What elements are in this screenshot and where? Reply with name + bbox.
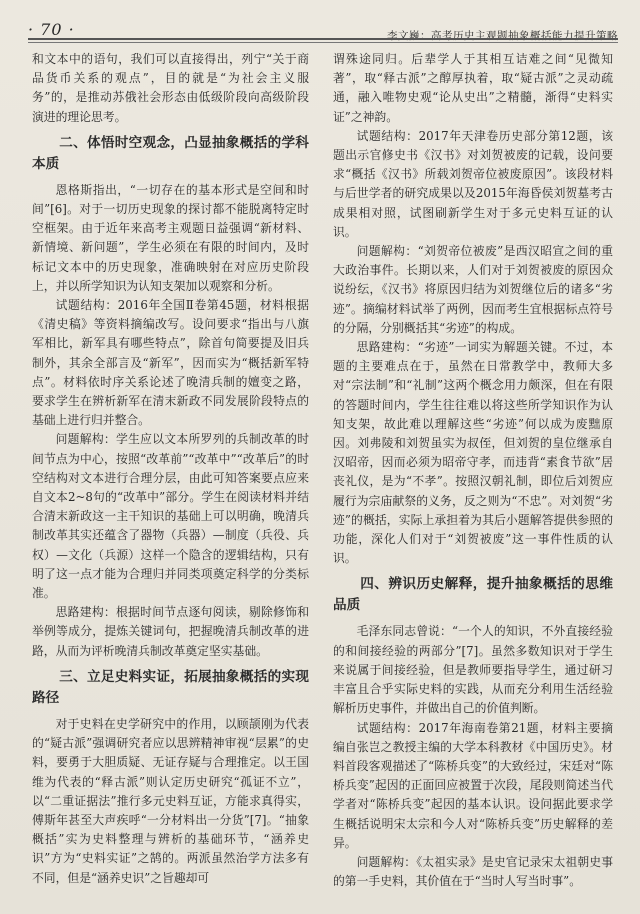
- paragraph: 问题解构：《太祖实录》是史官记录宋太祖朝史事的第一手史料，其价值在于“当时人写当时事”。: [333, 854, 613, 889]
- paragraph: 问题解构：学生应以文本所罗列的兵制改革的时间节点为中心，按照“改革前”“改革中”“改革后”的时空结构对文本进行合理分层，由此可知答案要点应来自文本2~8句的“改革中”部分。学生在阅读材料并结合清末新政这一主干知识的基础上可以明确，晚清兵制改革其实还蕴含了器物（兵器）—制度（兵役、兵权）—文化（兵源）这样一个隐含的逻辑结构，只有明了这一点才能为合理归并同类项奠定科学的分类标准。: [32, 432, 309, 601]
- paragraph: 对于史料在史学研究中的作用，以顾颉刚为代表的“疑古派”强调研究者应以思辨精神审视“层累”的史料，要勇于大胆质疑、无证存疑与合理推定。以王国维为代表的“释古派”则认定历史研究“孤证不立”，以“二重证据法”推行多元史料互证，方能求真得实，傅斯年甚至大声疾呼“一分材料出一分货”[7]。“抽象概括”实为史料整理与辨析的基础环节，“涵养史识”方为“史料实证”之鹄的。两派虽然治学方法多有不同，但是“涵养史识”之旨趣却可: [32, 716, 309, 885]
- section-heading: 三、立足史料实证，拓展抽象概括的实现路径: [32, 668, 309, 706]
- paragraph: 试题结构：2017年天津卷历史部分第12题，该题出示官修史书《汉书》对刘贺被废的记载，设问要求“概括《汉书》所载刘贺帝位被废原因”。该段材料与后世学者的研究成果以及2015年海昏侯刘贺墓考古成果相对照，试图刷新学生对于多元史料互证的认识。: [333, 128, 613, 239]
- paragraph: 和文本中的语句，我们可以直接得出，列宁“关于商品货币关系的观点”，目的就是“为社会主义服务”的，是推动苏俄社会形态由低级阶段向高级阶段演进的理论思考。: [32, 52, 309, 124]
- left-column: [32, 50, 309, 888]
- right-column: [333, 50, 613, 891]
- section-heading: 二、体悟时空观念，凸显抽象概括的学科本质: [32, 134, 309, 172]
- section-heading: 四、辨识历史解释，提升抽象概括的思维品质: [333, 576, 613, 614]
- header-rule-thin: [28, 42, 618, 43]
- running-title: 李文巍：高考历史主观题抽象概括能力提升策略: [387, 30, 618, 42]
- paragraph: 谓殊途同归。后辈学人于其相互诘难之间“见微知著”，取“释古派”之醇厚执着，取“疑古派”之灵动疏通，融入唯物史观“论从史出”之精髓，渐得“史料实证”之神韵。: [333, 52, 613, 124]
- page-number: · 70 ·: [28, 20, 75, 39]
- paragraph: 思路建构：根据时间节点逐句阅读，剔除修饰和举例等成分，提炼关键词句，把握晚清兵制改革的进路，从而为评析晚清兵制改革奠定坚实基础。: [32, 605, 309, 658]
- paragraph: 试题结构：2017年海南卷第21题，材料主要摘编自张岂之教授主编的大学本科教材《中国历史》。材料首段客观描述了“陈桥兵变”的大致经过，宋廷对“陈桥兵变”起因的正面回应被置于次段，尾段则简述当代学者对“陈桥兵变”起因的基本认识。设问据此要求学生概括说明宋太宗和今人对“陈桥兵变”历史解释的差异。: [333, 720, 613, 850]
- paragraph: 思路建构：“劣迹”一词实为解题关键。不过，本题的主要难点在于，虽然在日常教学中，教师大多对“宗法制”和“礼制”这两个概念用力颇深，但在有限的答题时间内，学生往往难以将这些所学知识作为认知支架，故此难以理解这些“劣迹”何以成为废黜原因。刘弗陵和刘贺虽实为叔侄，但刘贺的皇位继承自汉昭帝，因而必须为昭帝守孝，而违背“素食节欲”居丧礼仪，是为“不孝”。按照汉朝礼制，即位后刘贺应履行为宗庙献祭的义务，反之则为“不忠”。对刘贺“劣迹”的概括，实际上承担着为其后小题解答提供参照的功能，深化人们对于“刘贺被废”这一事件性质的认识。: [333, 340, 613, 566]
- paragraph: 试题结构：2016年全国Ⅱ卷第45题，材料根据《清史稿》等资料摘编改写。设问要求“指出与八旗军相比，新军具有哪些特点”，除首句简要提及旧兵制外，其余全部言及“新军”，因而实为“概括新军特点”。材料依时序关系论述了晚清兵制的嬗变之路，要求学生在辨析新军在清末新政不同发展阶段特点的基础上进行归并整合。: [32, 298, 309, 428]
- paragraph: 问题解构：“刘贺帝位被废”是西汉昭宣之间的重大政治事件。长期以来，人们对于刘贺被废的原因众说纷纭，《汉书》将原因归结为刘贺继位后的诸多“劣迹”。摘编材料试举了两例，因而考生宜根据标点符号的分隔，分别概括其“劣迹”的构成。: [333, 244, 613, 335]
- header-rule: [28, 38, 618, 40]
- column-gutter: [320, 50, 321, 900]
- paragraph: 恩格斯指出，“一切存在的基本形式是空间和时间”[6]。对于一切历史现象的探讨都不能脱离特定时空框架。由于近年来高考主观题日益强调“新材料、新情境、新问题”，学生必须在有限的时间内，及时标记文本中的历史现象，准确映射在对应历史阶段上，并以所学知识为认知支架加以观察和分析。: [32, 182, 309, 293]
- paragraph: 毛泽东同志曾说：“一个人的知识，不外直接经验的和间接经验的两部分”[7]。虽然多数知识对于学生来说属于间接经验，但是教师要指导学生，通过研习丰富且合乎实际史料的实践，从而充分利用生活经验解析历史事件，并做出自己的价值判断。: [333, 624, 613, 716]
